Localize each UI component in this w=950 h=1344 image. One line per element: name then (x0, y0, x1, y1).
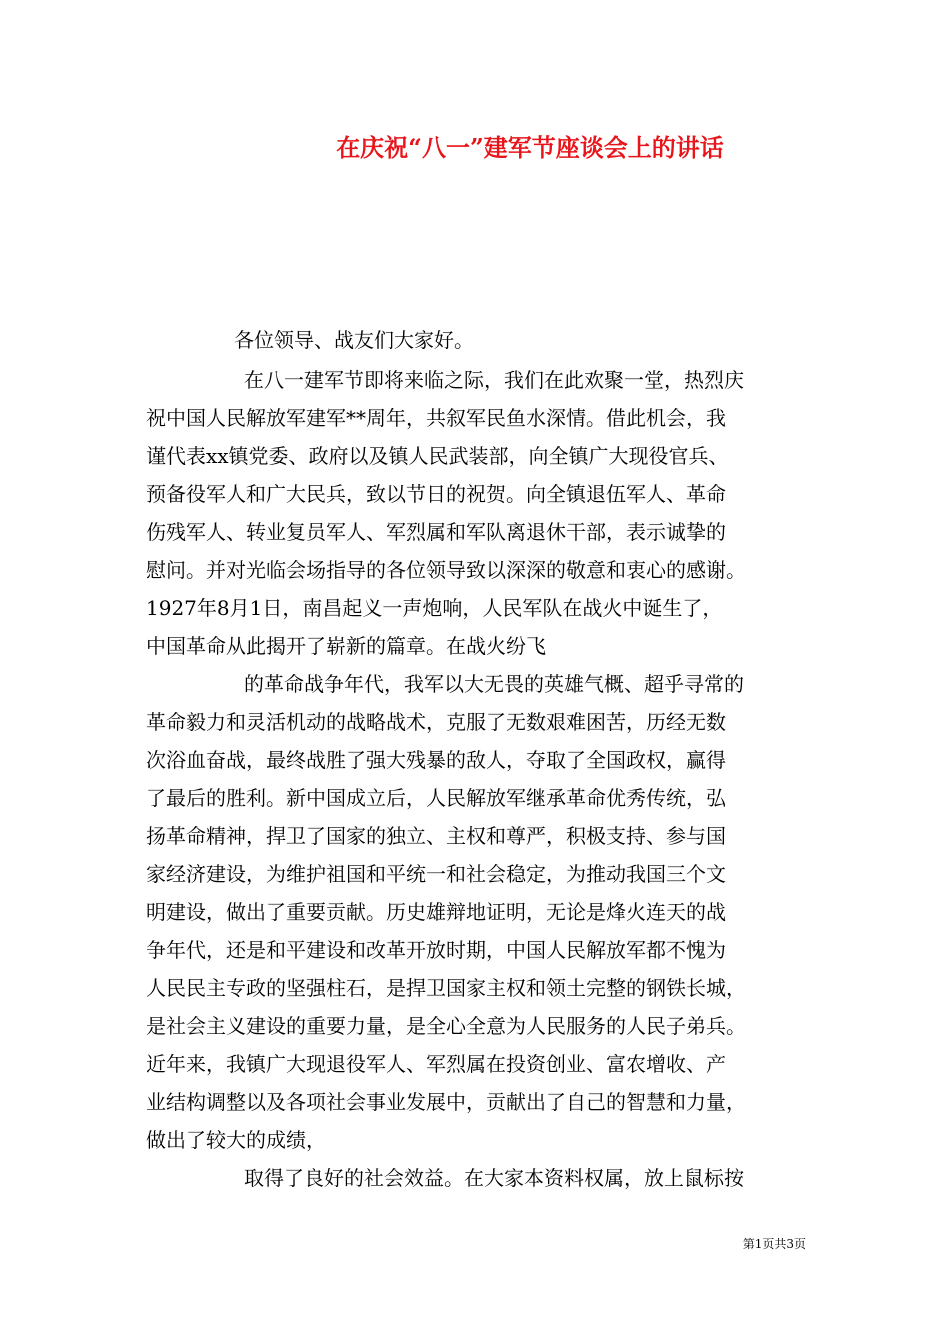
body-line: 人民民主专政的坚强柱石，是捍卫国家主权和领土完整的钢铁长城， (146, 976, 746, 1000)
page-number-footer: 第1页共3页 (742, 1237, 806, 1251)
body-line: 1927年8月1日，南昌起义一声炮响，人民军队在战火中诞生了， (146, 596, 723, 620)
body-line: 预备役军人和广大民兵，致以节日的祝贺。向全镇退伍军人、革命 (146, 482, 726, 506)
body-line: 革命毅力和灵活机动的战略战术，克服了无数艰难困苦，历经无数 (146, 710, 726, 734)
body-line: 争年代，还是和平建设和改革开放时期，中国人民解放军都不愧为 (146, 938, 726, 962)
body-line: 各位领导、战友们大家好。 (234, 328, 474, 352)
body-line: 做出了较大的成绩， (146, 1128, 326, 1152)
body-line: 在八一建军节即将来临之际，我们在此欢聚一堂，热烈庆 (244, 368, 744, 392)
body-line: 次浴血奋战，最终战胜了强大残暴的敌人，夺取了全国政权，赢得 (146, 748, 726, 772)
body-line: 家经济建设，为维护祖国和平统一和社会稳定，为推动我国三个文 (146, 862, 726, 886)
body-line: 谨代表xx镇党委、政府以及镇人民武装部，向全镇广大现役官兵、 (146, 444, 729, 468)
body-line: 是社会主义建设的重要力量，是全心全意为人民服务的人民子弟兵。 (146, 1014, 746, 1038)
body-line: 近年来，我镇广大现退役军人、军烈属在投资创业、富农增收、产 (146, 1052, 726, 1076)
body-line: 业结构调整以及各项社会事业发展中，贡献出了自己的智慧和力量， (146, 1090, 746, 1114)
body-line: 取得了良好的社会效益。在大家本资料权属，放上鼠标按 (244, 1166, 744, 1190)
body-line: 的革命战争年代，我军以大无畏的英雄气概、超乎寻常的 (244, 672, 744, 696)
body-line: 中国革命从此揭开了崭新的篇章。在战火纷飞 (146, 634, 546, 658)
body-line: 祝中国人民解放军建军**周年，共叙军民鱼水深情。借此机会，我 (146, 406, 726, 430)
body-line: 慰问。并对光临会场指导的各位领导致以深深的敬意和衷心的感谢。 (146, 558, 746, 582)
body-line: 明建设，做出了重要贡献。历史雄辩地证明，无论是烽火连天的战 (146, 900, 726, 924)
body-line: 扬革命精神，捍卫了国家的独立、主权和尊严，积极支持、参与国 (146, 824, 726, 848)
body-line: 伤残军人、转业复员军人、军烈属和军队离退休干部，表示诚挚的 (146, 520, 726, 544)
document-title: 在庆祝“八一”建军节座谈会上的讲话 (336, 133, 724, 162)
body-line: 了最后的胜利。新中国成立后，人民解放军继承革命优秀传统，弘 (146, 786, 726, 810)
